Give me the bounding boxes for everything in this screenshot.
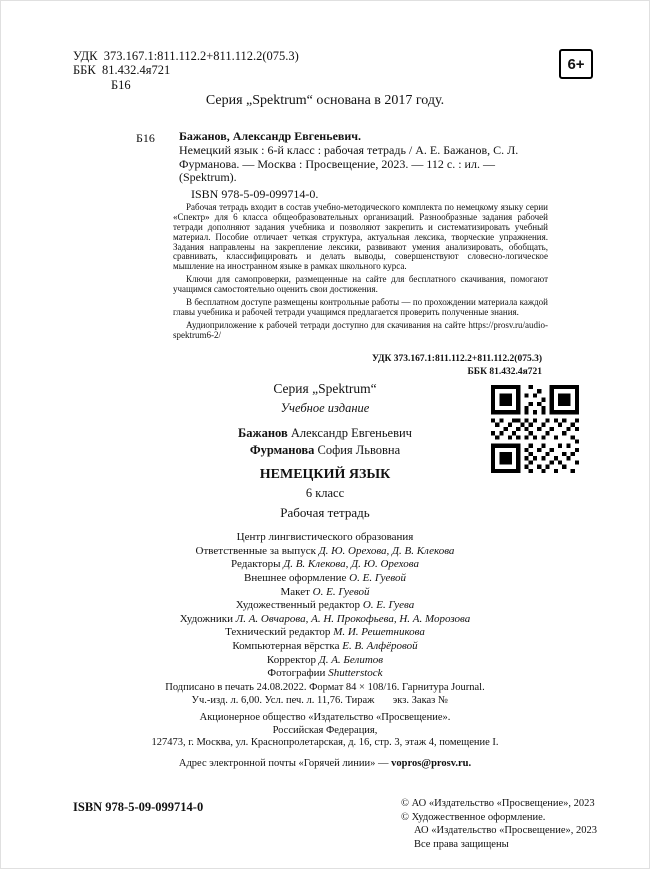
staff-role: Макет	[280, 585, 313, 598]
classification-block	[73, 49, 299, 92]
annotation-paragraph-2: Ключи для самопроверки, размещенные на сайте для бесплатного скачивания, помогают учащимся самостоятельно оценить свои достижения.	[173, 274, 548, 295]
edition-kind: Учебное издание	[280, 401, 370, 415]
staff-line-responsible	[1, 545, 649, 559]
staff-names: Д. В. Клекова, Д. Ю. Орехова	[283, 558, 419, 571]
author-2-givenname: София Львовна	[314, 443, 401, 457]
bbk-line: ББК 81.432.4я721	[73, 63, 171, 78]
bib-description: Немецкий язык : 6-й класс : рабочая тетрадь / А. Е. Бажанов, С. Л. Фурманова. — Москва : Просвещение, 2023. — 112 с. : ил. — (Spektrum).	[179, 142, 519, 185]
edition-block	[1, 381, 649, 681]
staff-names: Д. А. Белитов	[318, 653, 384, 666]
staff-names: Д. Ю. Орехова, Д. В. Клекова	[318, 544, 455, 557]
staff-line-art-editor	[1, 599, 649, 613]
staff-role: Корректор	[266, 653, 319, 666]
staff-line-typesetting	[1, 640, 649, 654]
staff-center: Центр лингвистического образования	[236, 531, 414, 543]
staff-names: Shutterstock	[328, 667, 383, 680]
staff-line-editors	[1, 558, 649, 572]
staff-names: О. Е. Гуева	[362, 599, 415, 612]
copyright-line-4: Все права защищены	[414, 838, 509, 850]
publisher-name: Акционерное общество «Издательство «Просвещение».	[199, 712, 451, 723]
age-rating-label: 6+	[567, 55, 585, 73]
imprint-line-2: Уч.-изд. л. 6,00. Усл. печ. л. 11,76. Тираж экз. Заказ №	[191, 695, 459, 707]
staff-role: Ответственные за выпуск	[195, 544, 319, 557]
staff-role: Технический редактор	[225, 626, 334, 639]
edition-author-2	[1, 443, 649, 458]
edition-series: Серия „Spektrum“	[273, 381, 377, 396]
copyright-line-1: © АО «Издательство «Просвещение», 2023	[401, 798, 595, 809]
staff-role: Художественный редактор	[235, 599, 363, 612]
staff-role: Художники	[179, 612, 236, 625]
bib-code: Б16	[136, 131, 155, 145]
bib-author: Бажанов, Александр Евгеньевич.	[179, 129, 362, 143]
udk-line: УДК 373.167.1:811.112.2+811.112.2(075.3)	[73, 49, 299, 63]
staff-line-photos	[1, 667, 649, 681]
staff-names: М. И. Решетникова	[333, 626, 425, 639]
copyright-block	[401, 797, 597, 852]
bibliographic-record	[179, 130, 549, 202]
staff-line-cover-design	[1, 572, 649, 586]
staff-line-artists	[1, 613, 649, 627]
audio-note-text: Аудиоприложение к рабочей тетради доступно для скачивания на сайте	[186, 319, 469, 330]
contact-prefix: Адрес электронной почты «Горячей линии» —	[178, 758, 392, 769]
publisher-block	[1, 712, 649, 750]
author-1-surname: Бажанов	[238, 426, 288, 440]
staff-names: О. Е. Гуевой	[312, 585, 370, 598]
copyright-line-2: © Художественное оформление.	[401, 811, 546, 823]
audio-download-link[interactable]: https://prosv.ru/audio-spektrum6-2/	[173, 319, 548, 340]
bib-isbn: ISBN 978-5-09-099714-0.	[191, 187, 319, 202]
staff-names: О. Е. Гуевой	[349, 571, 407, 584]
book-grade: 6 класс	[305, 486, 345, 500]
annotation-block	[173, 203, 548, 341]
print-imprint	[1, 681, 649, 707]
contact-line	[1, 758, 649, 769]
udk-right-line: УДК 373.167.1:811.112.2+811.112.2(075.3)	[372, 354, 542, 364]
book-title: НЕМЕЦКИЙ ЯЗЫК	[259, 467, 391, 482]
edition-author-1	[1, 426, 649, 441]
staff-line-tech-editor	[1, 626, 649, 640]
imprint-line-1: Подписано в печать 24.08.2022. Формат 84 × 108/16. Гарнитура Journal.	[165, 682, 485, 693]
annotation-paragraph-1: Рабочая тетрадь входит в состав учебно-методического комплекта по немецкому языку серии «Спектр» для 6 класса общеобразовательных организаций. Разнообразные задания рабочей тетради дополняют задания учебника и позволяют закрепить и систематизировать учебный материал. Пособие отличает четкая структура, актуальная лексика, творческие упражнения. Задания направлены на закрепление лексики, развивают умения анализировать, обобщать, сравнивать, классифицировать и делать выводы, совершенствуют словесно-логическое мышление на иностранном языке в рамках школьного курса.	[173, 202, 548, 272]
book-subtitle: Рабочая тетрадь	[280, 505, 370, 520]
bbk-author-code: Б16	[111, 77, 131, 92]
publisher-country: Российская Федерация,	[272, 724, 378, 736]
annotation-paragraph-3: В бесплатном доступе размещены контрольные работы — по прохождении материала каждой главы учебника и рабочей тетради учащимся предлагается проверить полученные знания.	[173, 297, 548, 317]
staff-names: Е. В. Алфёровой	[342, 640, 418, 652]
isbn-bottom: ISBN 978-5-09-099714-0	[73, 800, 204, 814]
udk-bbk-right-block	[372, 353, 542, 379]
staff-line-layout	[1, 586, 649, 600]
staff-names: Л. А. Овчарова, А. Н. Прокофьева, Н. А. Морозова	[235, 612, 471, 625]
copyright-line-3: АО «Издательство «Просвещение», 2023	[414, 825, 598, 837]
author-2-surname: Фурманова	[249, 443, 315, 457]
staff-line-proofreader	[1, 654, 649, 668]
staff-role: Внешнее оформление	[243, 571, 350, 584]
author-1-givenname: Александр Евгеньевич	[287, 426, 412, 440]
bbk-right-line: ББК 81.432.4я721	[467, 366, 542, 377]
staff-block	[1, 531, 649, 681]
staff-role: Фотографии	[267, 667, 329, 680]
email-link[interactable]: vopros@prosv.ru.	[391, 758, 472, 769]
staff-role: Компьютерная вёрстка	[232, 640, 343, 652]
series-founded-note: Серия „Spektrum“ основана в 2017 году.	[205, 93, 445, 108]
publisher-address: 127473, г. Москва, ул. Краснопролетарская, д. 16, стр. 3, этаж 4, помещение I.	[151, 737, 499, 749]
age-rating-badge	[559, 49, 593, 79]
staff-role: Редакторы	[231, 558, 284, 571]
annotation-paragraph-4	[173, 321, 548, 341]
